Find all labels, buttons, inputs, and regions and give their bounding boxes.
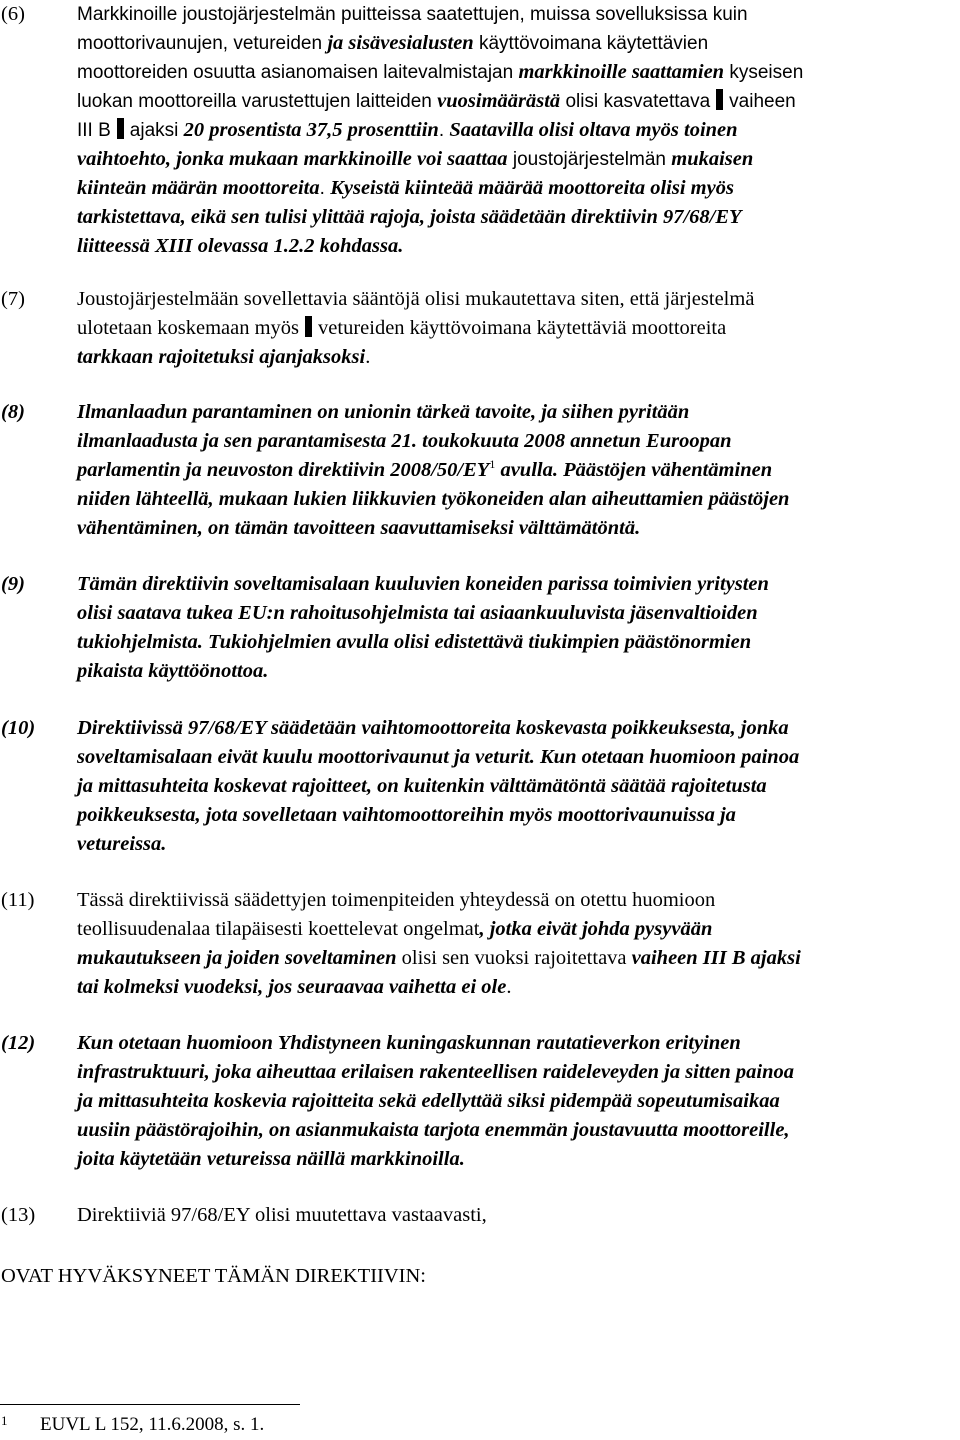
recital-body	[77, 570, 960, 686]
recital-body	[77, 886, 960, 1002]
recital-body	[77, 1201, 960, 1230]
amended-text: vetureissa.	[77, 833, 167, 855]
recital-body	[77, 714, 960, 859]
recital-body	[77, 398, 960, 543]
text-line	[77, 657, 960, 686]
amended-text: vähentäminen, on tämän tavoitteen saavuttamiseksi välttämätöntä.	[77, 517, 641, 539]
amended-text: tai kolmeksi vuodeksi, jos seuraavaa vaihetta ei ole	[77, 976, 507, 998]
text-line	[77, 398, 960, 427]
footnote-divider	[0, 1404, 300, 1405]
recital-7	[0, 285, 960, 372]
closing-paragraph	[0, 1262, 960, 1291]
text-line	[77, 1058, 960, 1087]
recital-9	[0, 570, 960, 686]
text-line	[77, 58, 960, 87]
amended-text: avulla. Päästöjen vähentäminen	[495, 459, 773, 481]
amended-text: ja mittasuhteita koskevia rajoitteita sekä edellyttää siksi pidempää sopeutumisaikaa	[77, 1090, 780, 1112]
amended-text: markkinoille saattamien	[518, 61, 725, 83]
text-line	[77, 772, 960, 801]
amended-text: liitteessä XIII olevassa 1.2.2 kohdassa.	[77, 235, 404, 257]
text-run: joustojärjestelmän	[507, 149, 672, 170]
text-line	[77, 743, 960, 772]
text-line	[77, 0, 960, 29]
text-line	[77, 801, 960, 830]
amended-text: vaihtoehto, jonka mukaan markkinoille voi saattaa	[77, 148, 508, 170]
amended-text: soveltamisalaan eivät kuulu moottorivaunut ja veturit. Kun otetaan huomioon painoa	[77, 746, 800, 768]
amended-text: pikaista käyttöönottoa.	[77, 660, 269, 682]
text-line	[77, 116, 960, 145]
text-line	[77, 343, 960, 372]
amended-text: mukaisen	[671, 148, 754, 170]
text-line	[77, 1029, 960, 1058]
recital-8	[0, 398, 960, 543]
recital-number: (9)	[1, 573, 25, 595]
text-run: ulotetaan koskemaan myös	[77, 317, 300, 339]
text-run: Markkinoille joustojärjestelmän puitteissa saatettujen, muissa sovelluksissa kuin	[77, 4, 748, 25]
text-line	[77, 1201, 960, 1230]
amended-text: tarkistettava, eikä sen tulisi ylittää rajoja, joista säädetään direktiivin 97/68/EY	[77, 206, 742, 228]
recital-number: (8)	[1, 401, 25, 423]
recital-body	[77, 285, 960, 372]
text-line	[77, 714, 960, 743]
text-line	[77, 29, 960, 58]
amended-text: , jotka eivät johda pysyvään	[479, 918, 713, 940]
amended-text: Saatavilla olisi oltava myös toinen	[449, 119, 738, 141]
text-run: luokan moottoreilla varustettujen laitteiden	[77, 91, 438, 112]
recital-12	[0, 1029, 960, 1174]
text-run: ajaksi	[129, 120, 184, 141]
text-run: .	[365, 346, 371, 368]
amended-text: ilmanlaadusta ja sen parantamisesta 21. toukokuuta 2008 annetun Euroopan	[77, 430, 732, 452]
text-line	[77, 628, 960, 657]
text-run: moottoreiden osuutta asianomaisen laitevalmistajan	[77, 62, 519, 83]
amended-text: joita käytetään vetureissa näillä markkinoilla.	[77, 1148, 465, 1170]
text-line	[77, 87, 960, 116]
recital-11	[0, 886, 960, 1002]
amended-text: ja mittasuhteita koskevat rajoitteet, on kuitenkin välttämätöntä säätää rajoitetusta	[77, 775, 767, 797]
text-line	[77, 145, 960, 174]
text-run: .	[506, 976, 512, 998]
text-line	[77, 944, 960, 973]
amended-text: uusiin päästörajoihin, on asianmukaista tarjota enemmän joustavuutta moottoreille,	[77, 1119, 790, 1141]
footnote-reference: 1	[489, 457, 496, 472]
change-bar-marker	[305, 316, 312, 337]
amended-text: vaiheen III B ajaksi	[631, 947, 801, 969]
text-run: .	[438, 120, 450, 141]
amended-text: niiden lähteellä, mukaan lukien liikkuvien työkoneiden alan aiheuttamien päästöjen	[77, 488, 790, 510]
amended-text: tukiohjelmista. Tukiohjelmien avulla olisi edistettävä tiukimpien päästönormien	[77, 631, 752, 653]
amended-text: 20 prosentista 37,5 prosenttiin	[183, 119, 439, 141]
recital-number: (13)	[1, 1204, 36, 1226]
recital-number: (10)	[1, 717, 36, 739]
recital-number: (11)	[1, 889, 35, 911]
closing-text: OVAT HYVÄKSYNEET TÄMÄN DIREKTIIVIN:	[1, 1265, 426, 1287]
text-line	[77, 1116, 960, 1145]
text-run: vetureiden käyttövoimana käytettäviä moottoreita	[318, 317, 727, 339]
text-line	[77, 203, 960, 232]
footnote-text: EUVL L 152, 11.6.2008, s. 1.	[40, 1414, 265, 1435]
recital-13	[0, 1201, 960, 1230]
amended-text: Kyseistä kiinteää määrää moottoreita olisi myös	[330, 177, 734, 199]
amended-text: poikkeuksesta, jota sovelletaan vaihtomoottoreihin myös moottorivaunuissa ja	[77, 804, 736, 826]
recital-body	[77, 1029, 960, 1174]
amended-text: mukautukseen ja joiden soveltaminen	[77, 947, 397, 969]
text-line	[77, 285, 960, 314]
text-line	[77, 830, 960, 859]
text-line	[77, 599, 960, 628]
amended-text: vuosimäärästä	[437, 90, 561, 112]
text-line	[77, 886, 960, 915]
text-run: teollisuudenalaa tilapäisesti koettelevat ongelmat	[77, 918, 480, 940]
amended-text: tarkkaan rajoitetuksi ajanjaksoksi	[77, 346, 366, 368]
recital-6	[0, 0, 960, 261]
text-run: Joustojärjestelmään sovellettavia sääntöjä olisi mukautettava siten, että järjestelmä	[77, 288, 755, 310]
amended-text: Tämän direktiivin soveltamisalaan kuuluvien koneiden parissa toimivien yritysten	[77, 573, 769, 595]
text-run: moottorivaunujen, vetureiden	[77, 33, 328, 54]
recital-number: (6)	[1, 3, 25, 25]
text-line	[77, 1145, 960, 1174]
amended-text: infrastruktuuri, joka aiheuttaa erilaisen rakenteellisen raideleveyden ja sitten painoa	[77, 1061, 794, 1083]
text-run: käyttövoimana käytettävien	[473, 33, 709, 54]
text-run: Direktiiviä 97/68/EY olisi muutettava vastaavasti,	[77, 1204, 487, 1226]
text-line	[77, 514, 960, 543]
text-line	[77, 1087, 960, 1116]
text-line	[77, 427, 960, 456]
change-bar-marker	[117, 118, 124, 139]
amended-text: olisi saatava tukea EU:n rahoitusohjelmista tai asiaankuuluvista jäsenvaltioiden	[77, 602, 758, 624]
text-line	[77, 314, 960, 343]
recital-10	[0, 714, 960, 859]
recital-number: (7)	[1, 288, 25, 310]
text-line	[77, 973, 960, 1002]
text-line	[77, 915, 960, 944]
change-bar-marker	[716, 89, 723, 110]
text-line	[77, 456, 960, 485]
amended-text: Ilmanlaadun parantaminen on unionin tärkeä tavoite, ja siihen pyritään	[77, 401, 690, 423]
amended-text: kiinteän määrän moottoreita	[77, 177, 320, 199]
text-run: olisi sen vuoksi rajoitettava	[396, 947, 632, 969]
amended-text: ja sisävesialusten	[327, 32, 474, 54]
text-line	[77, 232, 960, 261]
amended-text: parlamentin ja neuvoston direktiivin 2008/50/EY	[77, 459, 490, 481]
amended-text: Kun otetaan huomioon Yhdistyneen kuningaskunnan rautatieverkon erityinen	[77, 1032, 741, 1054]
text-run: vaiheen	[729, 91, 796, 112]
amended-text: Direktiivissä 97/68/EY säädetään vaihtomoottoreita koskevasta poikkeuksesta, jonka	[77, 717, 789, 739]
recital-body	[77, 0, 960, 261]
footnote-number: 1	[1, 1413, 8, 1428]
recital-number: (12)	[1, 1032, 36, 1054]
text-line	[77, 570, 960, 599]
text-run: olisi kasvatettava	[560, 91, 711, 112]
text-run: .	[319, 178, 331, 199]
text-run: III B	[77, 120, 111, 141]
text-line	[77, 485, 960, 514]
text-run: Tässä direktiivissä säädettyjen toimenpiteiden yhteydessä on otettu huomioon	[77, 889, 716, 911]
text-line	[77, 174, 960, 203]
text-run: kyseisen	[724, 62, 804, 83]
